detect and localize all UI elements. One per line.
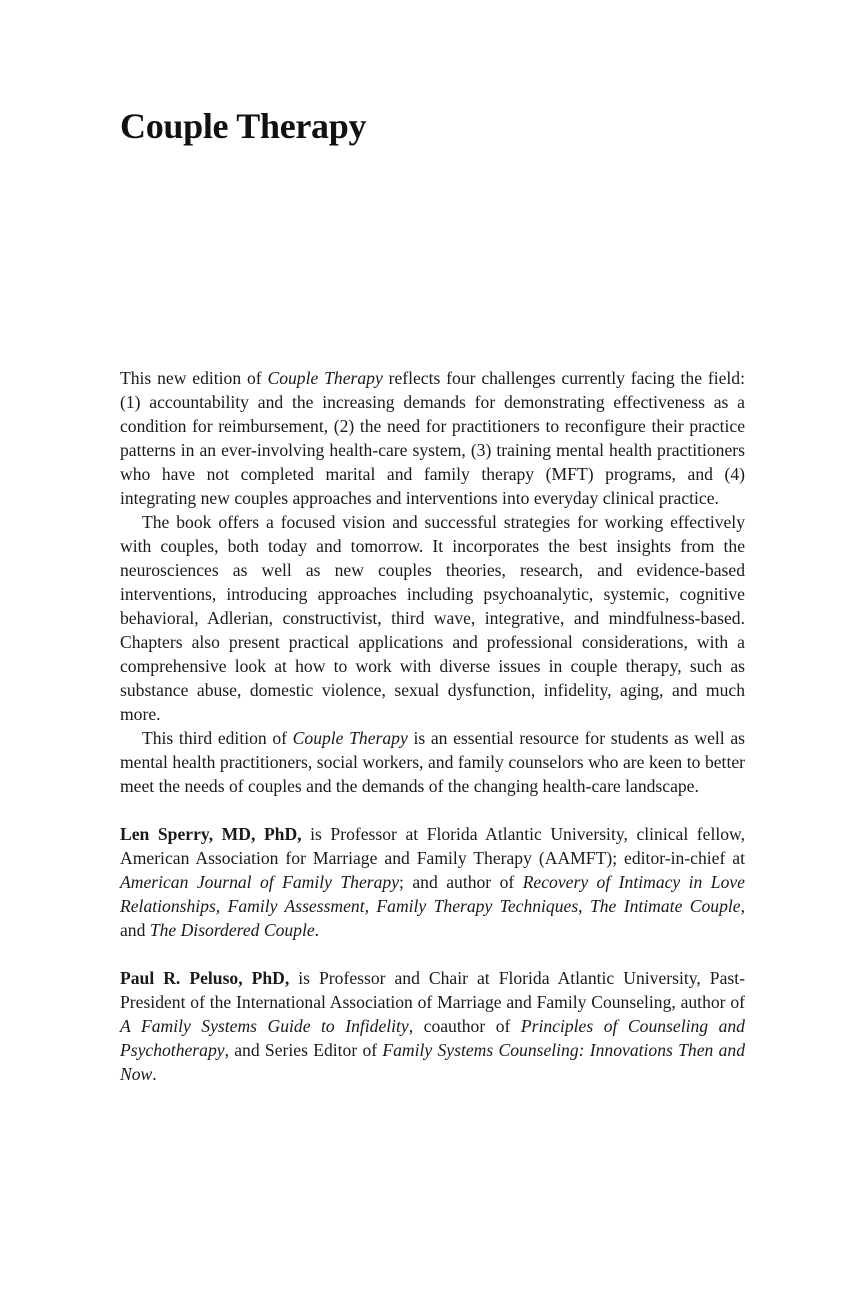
book-back-cover-page bbox=[120, 0, 745, 1296]
sperry-book-titles: Recovery of Intimacy in Love Relationships, Family Assessment, Family Therapy Techniques bbox=[120, 872, 745, 916]
book-title: Couple Therapy bbox=[120, 106, 367, 146]
book-description bbox=[120, 366, 745, 1086]
peluso-book-infidelity: A Family Systems Guide to Infidelity bbox=[120, 1016, 409, 1036]
sperry-book-disordered-couple: The Disordered Couple bbox=[149, 920, 315, 940]
sperry-bio-text-1: is Professor at Florida Atlantic University, clinical fellow, American Association for Marriage and Family Therapy (AAMFT); editor-in-chief at bbox=[120, 824, 745, 868]
description-p3-text-c: is an essential resource for students as well as mental health practitioners, social workers, and family counselors who are keen to better meet the needs of couples and the demands of the changing health-care landscape. bbox=[120, 728, 745, 796]
peluso-bio-text-2: , coauthor of bbox=[408, 1016, 521, 1036]
description-paragraph-3 bbox=[120, 726, 745, 798]
sperry-bio-text-5: . bbox=[314, 920, 320, 940]
description-paragraph-2: The book offers a focused vision and successful strategies for working effectively with couples, both today and tomorrow. It incorporates the best insights from the neurosciences as well as new couples theories, research, and evidence-based interventions, introducing approaches including psychoanalytic, systemic, cognitive behavioral, Adlerian, constructivist, third wave, integrative, and mindfulness-based. Chapters also present practical applications and professional considerations, with a comprehensive look at how to work with diverse issues in couple therapy, such as substance abuse, domestic violence, sexual dysfunction, infidelity, aging, and much more. bbox=[120, 512, 745, 724]
description-p1-book-title: Couple Therapy bbox=[267, 368, 383, 388]
sperry-journal-title: American Journal of Family Therapy bbox=[120, 872, 400, 892]
author-bio-sperry bbox=[120, 822, 745, 942]
sperry-bio-text-2: ; and author of bbox=[399, 872, 523, 892]
sperry-bio-text-4: , and bbox=[120, 896, 745, 940]
author-name-sperry: Len Sperry, MD, PhD, bbox=[120, 824, 302, 844]
peluso-book-principles: Principles of Counseling and Psychotherapy bbox=[120, 1016, 745, 1060]
peluso-bio-text-3: , and Series Editor of bbox=[224, 1040, 383, 1060]
peluso-bio-text-4: . bbox=[152, 1064, 157, 1084]
peluso-bio-text-1: is Professor and Chair at Florida Atlantic University, Past-President of the International Association of Marriage and Family Counseling, author of bbox=[120, 968, 745, 1012]
description-p1-text-c: reflects four challenges currently facing the field: (1) accountability and the increasing demands for demonstrating effectiveness as a condition for reimbursement, (2) the need for practitioners to reconfigure their practice patterns in an ever-involving health-care system, (3) training mental health practitioners who have not completed marital and family therapy (MFT) programs, and (4) integrating new couples approaches and interventions into everyday clinical practice. bbox=[120, 368, 745, 508]
description-p3-text-a: This third edition of bbox=[142, 728, 293, 748]
sperry-bio-text-3: , bbox=[578, 896, 590, 916]
description-paragraph-1 bbox=[120, 366, 745, 510]
description-p3-book-title: Couple Therapy bbox=[292, 728, 408, 748]
author-name-peluso: Paul R. Peluso, PhD, bbox=[120, 968, 290, 988]
description-p1-text-a: This new edition of bbox=[120, 368, 268, 388]
peluso-series-title: Family Systems Counseling: Innovations Then and Now bbox=[120, 1040, 745, 1084]
author-bio-peluso bbox=[120, 966, 745, 1086]
sperry-book-intimate-couple: The Intimate Couple bbox=[589, 896, 741, 916]
